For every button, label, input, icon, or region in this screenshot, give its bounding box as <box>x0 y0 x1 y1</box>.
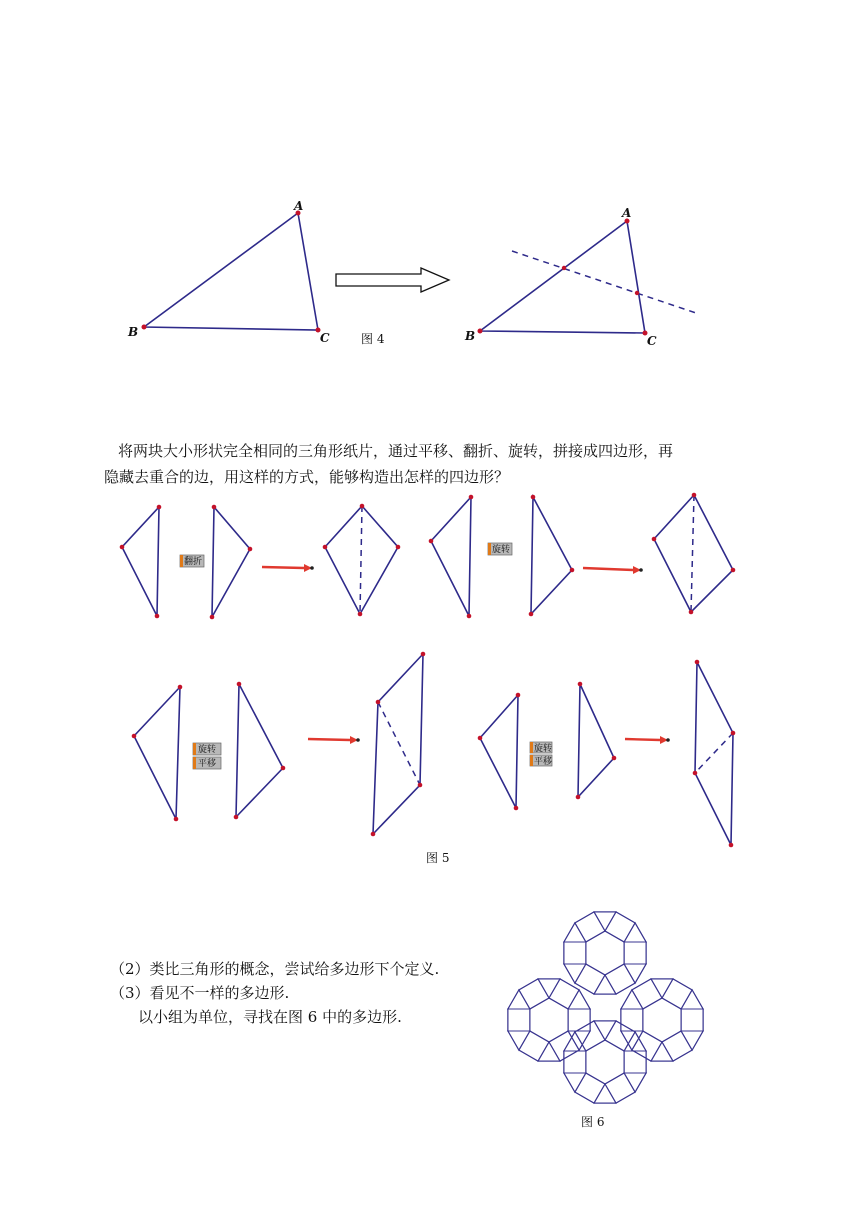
triangle <box>564 964 586 983</box>
square <box>605 912 635 942</box>
label-b-right: B <box>465 329 476 343</box>
triangle <box>564 1073 586 1092</box>
square <box>681 1009 703 1031</box>
triangle <box>624 1073 646 1092</box>
square <box>662 1031 692 1061</box>
svg-text:旋转: 旋转 <box>198 745 217 755</box>
triangle <box>681 1031 703 1050</box>
hexagon <box>586 931 624 975</box>
label-a-right: A <box>622 206 632 220</box>
square <box>605 1021 635 1051</box>
hexagon <box>643 998 681 1042</box>
square <box>624 942 646 964</box>
square <box>575 912 605 942</box>
square <box>662 979 692 1009</box>
figure-5-caption: 图 5 <box>426 851 450 865</box>
hexagon <box>530 998 568 1042</box>
triangle <box>594 975 616 994</box>
question-2: （2）类比三角形的概念，尝试给多边形下个定义. <box>110 960 440 978</box>
svg-text:翻折: 翻折 <box>184 557 203 567</box>
square <box>519 979 549 1009</box>
triangle <box>594 1021 616 1040</box>
square <box>624 1051 646 1073</box>
label-c-left: C <box>320 331 330 345</box>
square <box>605 964 635 994</box>
square <box>605 1073 635 1103</box>
square <box>508 1009 530 1031</box>
square <box>564 942 586 964</box>
triangle <box>508 990 530 1009</box>
square <box>519 1031 549 1061</box>
figure-4-caption: 图 4 <box>361 332 385 346</box>
svg-text:旋转: 旋转 <box>492 545 511 555</box>
label-b-left: B <box>128 325 139 339</box>
triangle <box>564 923 586 942</box>
square <box>564 1051 586 1073</box>
square <box>575 1073 605 1103</box>
triangle <box>624 964 646 983</box>
triangle <box>564 1032 586 1051</box>
figure-6-caption: 图 6 <box>581 1115 605 1129</box>
triangle <box>508 1031 530 1050</box>
triangle <box>594 912 616 931</box>
triangle <box>568 1031 590 1050</box>
triangle <box>624 923 646 942</box>
triangle <box>594 1084 616 1103</box>
triangle <box>651 979 673 998</box>
triangle <box>651 1042 673 1061</box>
square <box>632 979 662 1009</box>
hexagon <box>586 1040 624 1084</box>
square <box>632 1031 662 1061</box>
svg-text:平移: 平移 <box>534 757 553 767</box>
triangle <box>538 1042 560 1061</box>
label-c-right: C <box>647 334 657 348</box>
triangle <box>568 990 590 1009</box>
square <box>621 1009 643 1031</box>
svg-text:旋转: 旋转 <box>534 744 553 754</box>
svg-text:平移: 平移 <box>198 759 217 769</box>
intro-line-1: 将两块大小形状完全相同的三角形纸片，通过平移、翻折、旋转，拼接成四边形，再 <box>118 442 674 460</box>
label-a-left: A <box>294 199 304 213</box>
triangle <box>538 979 560 998</box>
question-3: （3）看见不一样的多边形. <box>110 984 290 1002</box>
triangle <box>621 990 643 1009</box>
triangle <box>681 990 703 1009</box>
intro-line-2: 隐藏去重合的边，用这样的方式，能够构造出怎样的四边形？ <box>104 468 510 486</box>
group-task: 以小组为单位，寻找在图 6 中的多边形. <box>138 1008 402 1026</box>
square <box>568 1009 590 1031</box>
